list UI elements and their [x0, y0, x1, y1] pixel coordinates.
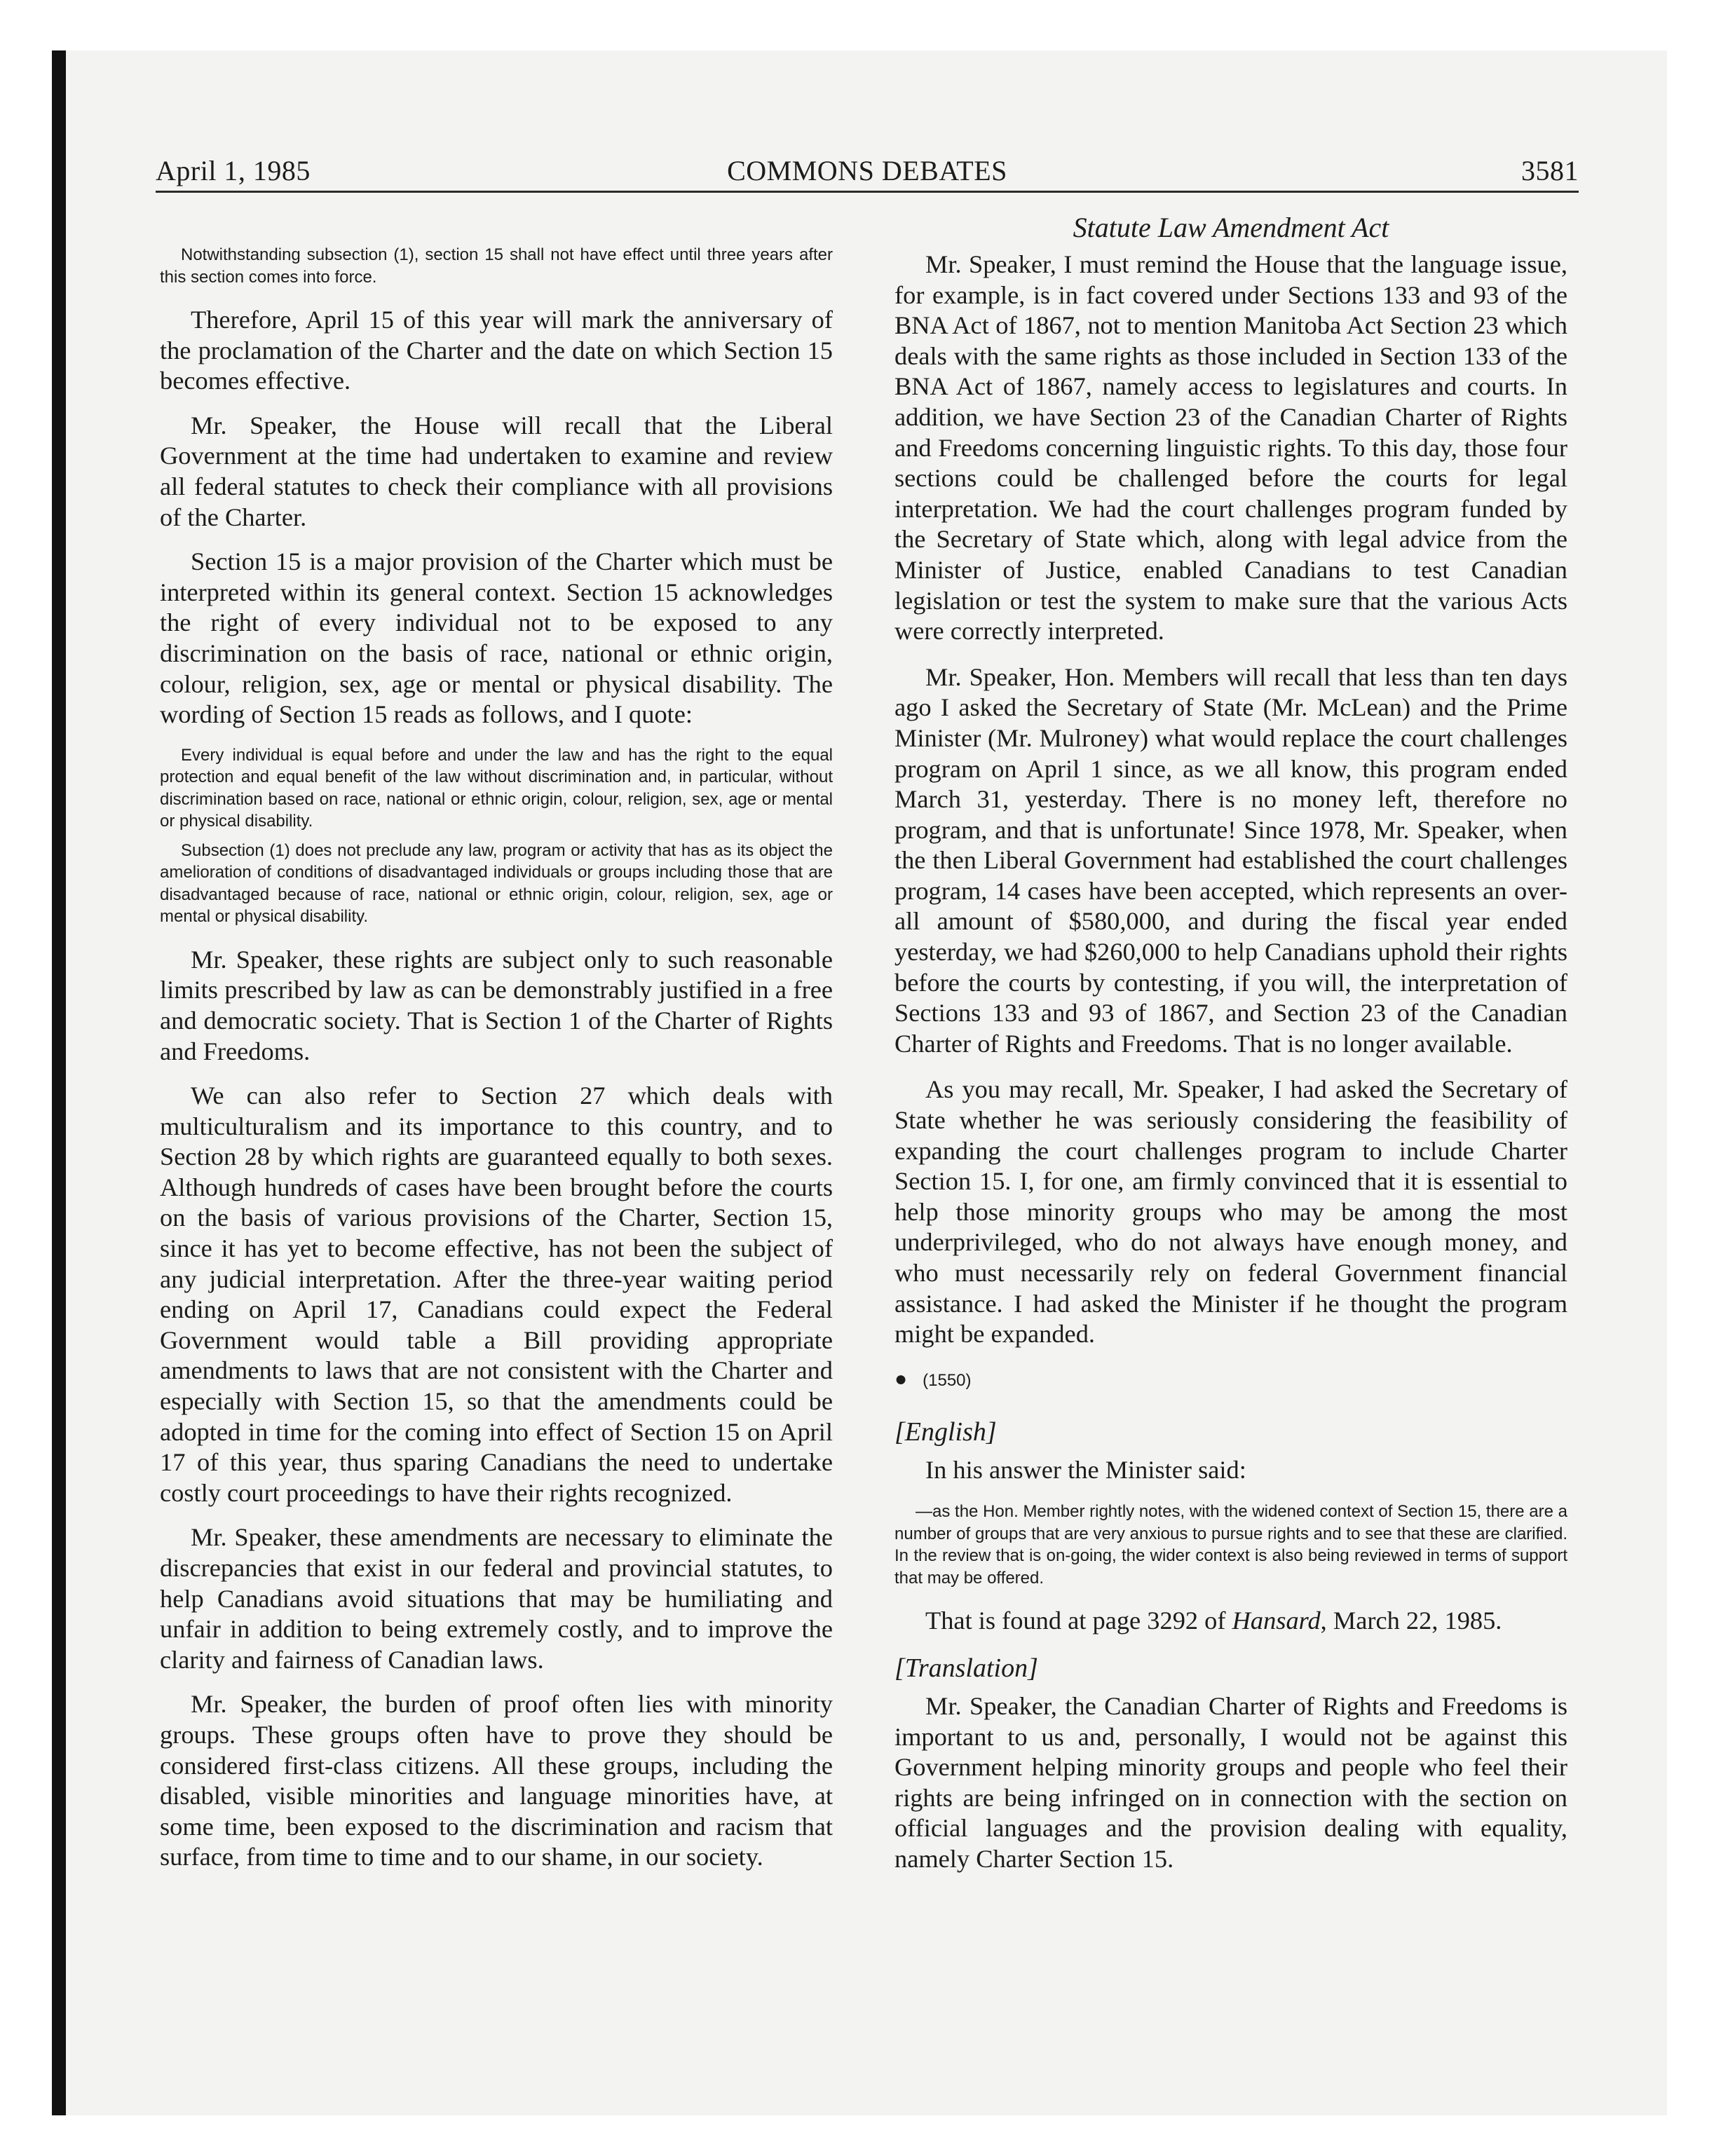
paragraph: Mr. Speaker, the House will recall that the Liberal Government at the time had undertaken to examine and review all federal statutes to check their compliance with all provisions of the Charter. — [160, 411, 833, 531]
hansard-text-after: , March 22, 1985. — [1320, 1606, 1502, 1635]
hansard-title: Hansard — [1232, 1606, 1321, 1635]
paragraph: Mr. Speaker, these rights are subject only to such reasonable limits prescribed by law as can be demonstrably justified in a free and democratic society. That is Section 1 of the Charter of Rights and Freedoms. — [160, 945, 833, 1065]
time-marker — [894, 1365, 1567, 1395]
quote-minister-answer: —as the Hon. Member rightly notes, with the widened context of Section 15, there are a number of groups that are very anxious to pursue rights and to see that these are clarified. In the review that is on-going, the wider context is also being reviewed in terms of support that may be offered. — [894, 1502, 1567, 1588]
header-publication: COMMONS DEBATES — [727, 155, 1007, 186]
hansard-text-before: That is found at page 3292 of — [925, 1606, 1232, 1635]
paragraph: Mr. Speaker, these amendments are necessary to eliminate the discrepancies that exist in our federal and provincial statutes, to help Canadians avoid situations that may be humiliating and unfair in addition to being extremely costly, and to improve the clarity and fairness of Canadian laws. — [160, 1523, 833, 1674]
quote-subsection-note: Notwithstanding subsection (1), section 15 shall not have effect until three years after this section comes into force. — [160, 245, 833, 287]
paragraph: Therefore, April 15 of this year will mark the anniversary of the proclamation of the Charter and the date on which Section 15 becomes effective. — [160, 306, 833, 395]
quote-subsection-1: Subsection (1) does not preclude any law, program or activity that has as its object the amelioration of conditions of disadvantaged individuals or groups including those that are disadvantaged because of race, national or ethnic origin, colour, religion, sex, age or mental or physical disability. — [160, 840, 833, 927]
paragraph: We can also refer to Section 27 which deals with multiculturalism and its importance to this country, and to Section 28 by which rights are guaranteed equally to both sexes. Although hundreds of cases have been brought before the courts on the basis of various provisions of the Charter, Section 15, since it has yet to become effective, has not been the subject of any judicial interpretation. After the three-year waiting period ending on April 17, Canadians could expect the Federal Government would table a Bill providing appropriate amendments to laws that are not consistent with the Charter and especially with Section 15, so that the amendments could be adopted in time for the coming into effect of Section 15 on April 17 of this year, thus sparing Canadians the need to undertake costly court proceedings to have their rights recognized. — [160, 1082, 833, 1507]
time-marker-label: (1550) — [923, 1370, 972, 1390]
paragraph: In his answer the Minister said: — [925, 1455, 1246, 1484]
right-column — [894, 210, 1567, 1890]
language-marker-english: [English] — [894, 1417, 997, 1447]
paragraph: Section 15 is a major provision of the Charter which must be interpreted within its general context. Section 15 acknowledges the right of every individual not to be exposed to any discrimination on the basis of race, national or ethnic origin, colour, religion, sex, age or mental or physical disability. The wording of Section 15 reads as follows, and I quote: — [160, 547, 833, 729]
paragraph: Mr. Speaker, Hon. Members will recall that less than ten days ago I asked the Secretary of State (Mr. McLean) and the Prime Minister (Mr. Mulroney) what would replace the court challenges program on April 1 since, as we all know, this program ended March 31, yesterday. There is no money left, therefore no program, and that is unfortunate! Since 1978, Mr. Speaker, when the then Liberal Government had established the court challenges program, 14 cases have been accepted, which represents an over-all amount of $580,000, and during the fiscal year ended yesterday, we had $260,000 to help Canadians uphold their rights before the courts by contesting, if you will, the interpretation of Sections 133 and 93 of 1867, and Section 23 of the Canadian Charter of Rights and Freedoms. That is no longer available. — [894, 662, 1567, 1058]
paragraph-hansard-reference — [894, 1606, 1567, 1637]
language-marker-translation: [Translation] — [894, 1653, 1038, 1683]
running-title: Statute Law Amendment Act — [1073, 212, 1389, 243]
paragraph: Mr. Speaker, I must remind the House that the language issue, for example, is in fact covered under Sections 133 and 93 of the BNA Act of 1867, not to mention Manitoba Act Section 23 which deals with the same rights as those included in Section 133 of the BNA Act of 1867, namely access to legislatures and courts. In addition, we have Section 23 of the Canadian Charter of Rights and Freedoms concerning linguistic rights. To this day, those four sections could be challenged before the courts for legal interpretation. We had the court challenges program funded by the Secretary of State which, along with legal advice from the Minister of Justice, enabled Canadians to test Canadian legislation or test the system to make sure that the various Acts were correctly interpreted. — [894, 250, 1567, 646]
page-header — [156, 153, 1579, 195]
paragraph: As you may recall, Mr. Speaker, I had asked the Secretary of State whether he was seriously considering the feasibility of expanding the court challenges program to include Charter Section 15. I, for one, am firmly convinced that it is essential to help those minority groups who may be among the most underprivileged, who do not always have enough money, and who must necessarily rely on federal Government financial assistance. I had asked the Minister if he thought the program might be expanded. — [894, 1075, 1567, 1349]
header-rule — [156, 191, 1579, 193]
paragraph: Mr. Speaker, the Canadian Charter of Rights and Freedoms is important to us and, personally, I would not be against this Government helping minority groups and people who feel their rights are being infringed on in connection with the section on official languages and the provision dealing with equality, namely Charter Section 15. — [894, 1691, 1567, 1873]
header-date: April 1, 1985 — [156, 155, 311, 186]
binding-edge — [52, 50, 66, 2115]
bullet-icon: ● — [894, 1367, 908, 1391]
left-column — [160, 245, 833, 1887]
quote-section-15: Every individual is equal before and under the law and has the right to the equal protection and equal benefit of the law without discrimination and, in particular, without discrimination based on race, national or ethnic origin, colour, religion, sex, age or mental or physical disability. — [160, 745, 833, 831]
paragraph: Mr. Speaker, the burden of proof often lies with minority groups. These groups often have to prove they should be considered first-class citizens. All these groups, including the disabled, visible minorities and language minorities have, at some time, been exposed to the discrimination and racism that surface, from time to time and to our shame, in our society. — [160, 1690, 833, 1871]
header-page-number: 3581 — [1521, 155, 1579, 186]
